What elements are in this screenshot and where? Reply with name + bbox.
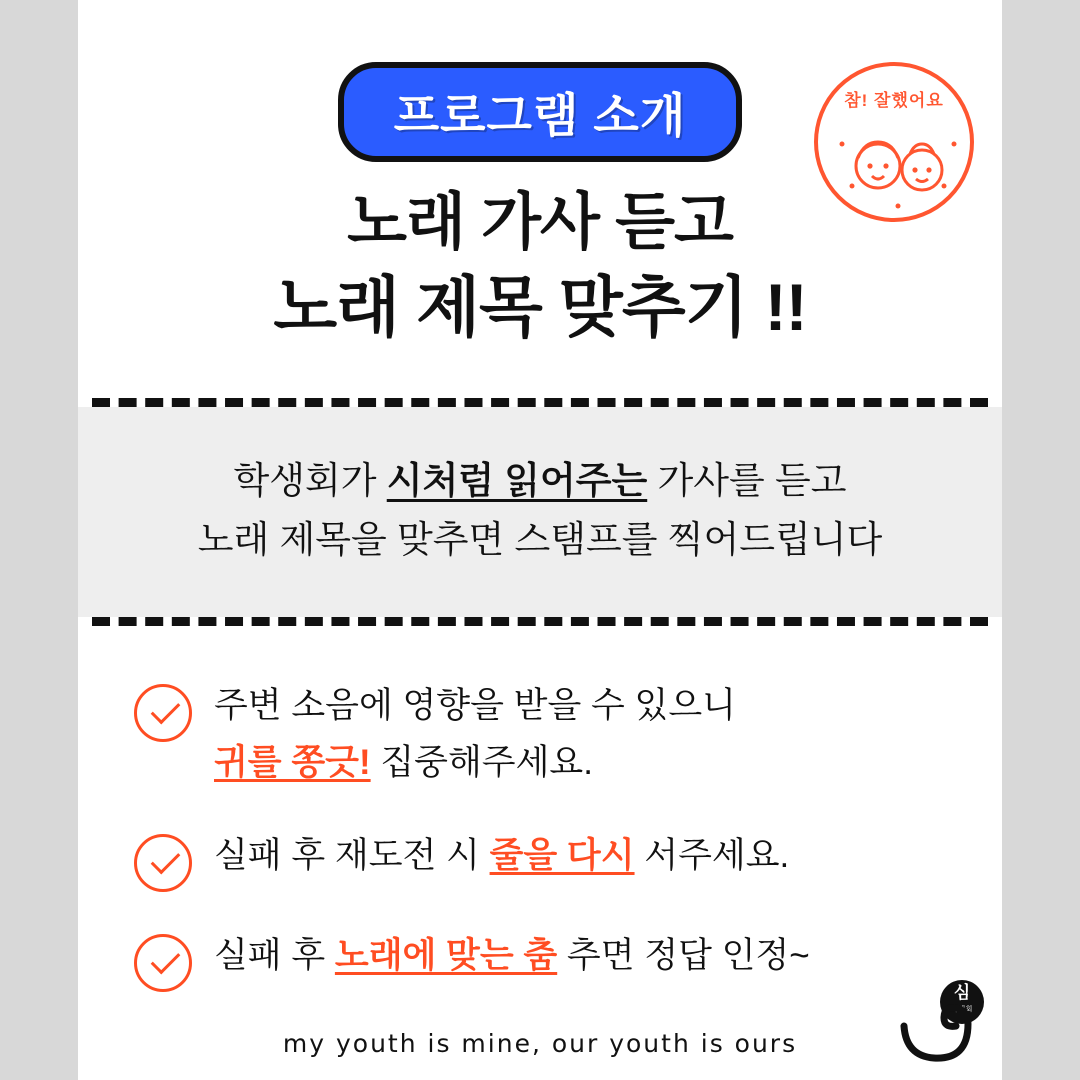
description-line2: 노래 제목을 맞추면 스탬프를 찍어드립니다 xyxy=(197,519,883,561)
note-text xyxy=(214,678,736,791)
list-item xyxy=(134,678,946,791)
list-item xyxy=(134,928,946,992)
footer xyxy=(78,1029,1002,1058)
logo-subtitle: 학생회 xyxy=(951,1006,973,1013)
check-circle-icon xyxy=(134,834,192,892)
note-text xyxy=(214,828,789,885)
note-text-post: 집중해주세요. xyxy=(370,743,593,783)
note-text xyxy=(214,928,810,985)
description-band xyxy=(78,407,1002,617)
description-line1-pre: 학생회가 xyxy=(233,460,387,501)
description-line1-emphasis: 시처럼 읽어주는 xyxy=(386,460,648,501)
page-title-line1: 노래 가사 듣고 xyxy=(347,188,733,257)
note-text-post: 추면 정답 인정~ xyxy=(557,935,810,975)
logo-mark: 심 xyxy=(953,983,971,1002)
check-circle-icon xyxy=(134,684,192,742)
page-title-line2: 노래 제목 맞추기 !! xyxy=(273,269,807,344)
note-text-highlight: 귀를 쫑긋! xyxy=(214,743,371,783)
logo-swoosh-icon xyxy=(900,1004,974,1066)
note-text-pre: 실패 후 재도전 시 xyxy=(214,835,490,875)
description-line1 xyxy=(78,451,1002,510)
note-text-highlight: 줄을 다시 xyxy=(489,835,635,875)
description-line1-post: 가사를 듣고 xyxy=(647,460,847,501)
notes-list xyxy=(78,626,1002,991)
approval-stamp-label: 참! 잘했어요 xyxy=(844,91,944,110)
program-badge xyxy=(338,62,742,162)
program-badge-pill xyxy=(338,62,742,162)
note-text-post: 서주세요. xyxy=(634,835,790,875)
tagline: my youth is mine, our youth is ours xyxy=(282,1029,798,1058)
poster-header xyxy=(78,0,1002,398)
divider-bottom xyxy=(92,617,988,626)
note-text-pre: 주변 소음에 영향을 받을 수 있으니 xyxy=(214,686,736,726)
poster-canvas xyxy=(78,0,1002,1080)
note-text-pre: 실패 후 xyxy=(214,935,335,975)
divider-top xyxy=(92,398,988,407)
organization-logo xyxy=(900,980,986,1066)
note-text-highlight: 노래에 맞는 춤 xyxy=(334,935,558,975)
check-circle-icon xyxy=(134,934,192,992)
approval-stamp-icon xyxy=(814,62,974,222)
program-badge-label: 프로그램 소개 xyxy=(393,88,687,142)
list-item xyxy=(134,828,946,892)
